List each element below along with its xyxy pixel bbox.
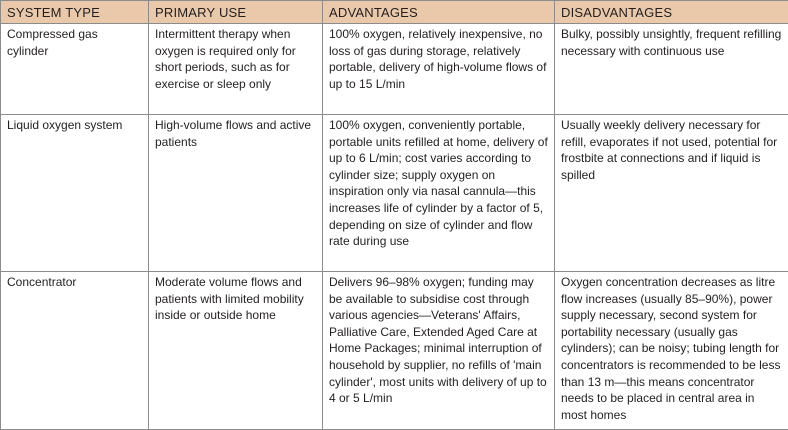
cell-system-type: Compressed gas cylinder (1, 24, 149, 115)
header-row (1, 1, 788, 24)
cell-primary-use: High-volume flows and active patients (149, 115, 323, 272)
header-disadvantages: DISADVANTAGES (555, 1, 788, 24)
cell-system-type: Concentrator (1, 272, 149, 430)
cell-primary-use: Intermittent therapy when oxygen is required only for short periods, such as for exercise or sleep only (149, 24, 323, 115)
header-system-type: SYSTEM TYPE (1, 1, 149, 24)
cell-advantages: Delivers 96–98% oxygen; funding may be available to subsidise cost through various agencies—Veterans' Affairs, Palliative Care, Extended Aged Care at Home Packages; minimal interruption of household by supplier, no refills of 'main cylinder', most units with delivery of up to 4 or 5 L/min (323, 272, 555, 430)
table-row (1, 24, 788, 115)
cell-disadvantages: Bulky, possibly unsightly, frequent refilling necessary with continuous use (555, 24, 788, 115)
cell-advantages: 100% oxygen, conveniently portable, portable units refilled at home, delivery of up to 6 L/min; cost varies according to cylinder size; supply oxygen on inspiration only via nasal cannula—this increases life of cylinder by a factor of 5, depending on size of cylinder and flow rate during use (323, 115, 555, 272)
cell-disadvantages: Oxygen concentration decreases as litre flow increases (usually 85–90%), power supply necessary, second system for portability necessary (usually gas cylinders); can be noisy; tubing length for concentrators is recommended to be less than 13 m—this means concentrator needs to be placed in central area in most homes (555, 272, 788, 430)
cell-disadvantages: Usually weekly delivery necessary for refill, evaporates if not used, potential for frostbite at connections and if liquid is spilled (555, 115, 788, 272)
table-row (1, 115, 788, 272)
cell-system-type: Liquid oxygen system (1, 115, 149, 272)
cell-advantages: 100% oxygen, relatively inexpensive, no loss of gas during storage, relatively portable, delivery of high-volume flows of up to 15 L/min (323, 24, 555, 115)
table-row (1, 272, 788, 430)
cell-primary-use: Moderate volume flows and patients with limited mobility inside or outside home (149, 272, 323, 430)
header-primary-use: PRIMARY USE (149, 1, 323, 24)
header-advantages: ADVANTAGES (323, 1, 555, 24)
